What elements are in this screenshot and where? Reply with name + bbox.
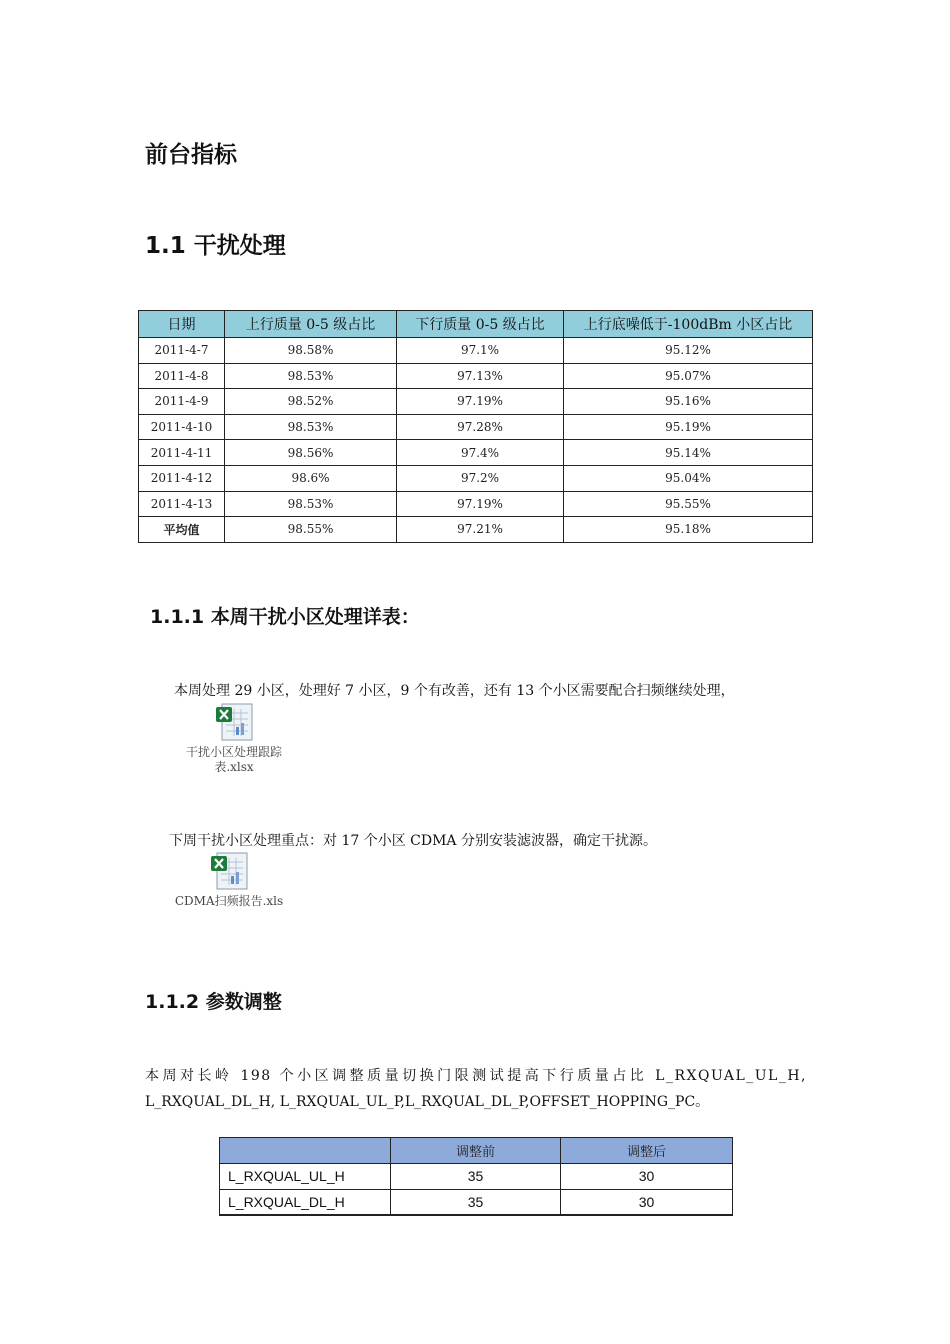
column-header-after: 调整后 <box>561 1138 733 1164</box>
table-header-row <box>220 1138 733 1164</box>
cell-value: 98.52% <box>225 389 397 415</box>
cell-value: 95.55% <box>564 491 813 517</box>
cell-value: 98.53% <box>225 414 397 440</box>
attachment-filename-line1: 干扰小区处理跟踪 <box>185 745 282 759</box>
cell-value: 95.04% <box>564 465 813 491</box>
cell-value: 35 <box>391 1164 561 1190</box>
cell-parameter-name: L_RXQUAL_UL_H <box>220 1164 391 1190</box>
subsection-heading-weekly-detail: 1.1.1 本周干扰小区处理详表： <box>150 606 420 628</box>
table-row <box>139 465 813 491</box>
parameter-adjustment-table <box>219 1137 733 1216</box>
attachment-filename-line2: 表.xlsx <box>214 760 254 774</box>
cell-value: 97.19% <box>397 389 564 415</box>
parameter-description-line1: 本周对长岭 198 个小区调整质量切换门限测试提高下行质量占比 L_RXQUAL_UL_H, <box>145 1068 807 1084</box>
next-week-focus-text: 下周干扰小区处理重点：对 17 个小区 CDMA 分别安装滤波器，确定干扰源。 <box>169 833 657 849</box>
cell-date: 2011-4-8 <box>139 363 225 389</box>
section-heading-interference: 1.1 干扰处理 <box>145 233 286 259</box>
excel-file-icon <box>209 852 249 890</box>
cell-date: 2011-4-12 <box>139 465 225 491</box>
cell-value: 95.12% <box>564 338 813 364</box>
table-header-row <box>139 311 813 338</box>
table-row <box>139 363 813 389</box>
cell-date: 2011-4-11 <box>139 440 225 466</box>
cell-value: 97.2% <box>397 465 564 491</box>
cell-value: 98.53% <box>225 363 397 389</box>
cell-date: 2011-4-13 <box>139 491 225 517</box>
cell-value: 35 <box>391 1189 561 1215</box>
column-header-date: 日期 <box>139 311 225 338</box>
cell-value: 30 <box>561 1189 733 1215</box>
cell-value: 98.55% <box>225 517 397 543</box>
cell-value: 95.07% <box>564 363 813 389</box>
attachment-filename: CDMA扫频报告.xls <box>174 894 284 908</box>
cell-value: 97.28% <box>397 414 564 440</box>
table-row <box>139 389 813 415</box>
column-header-uplink-quality: 上行质量 0-5 级占比 <box>225 311 397 338</box>
cell-value: 98.6% <box>225 465 397 491</box>
page-title: 前台指标 <box>145 142 237 168</box>
subsection-heading-parameter-adjustment: 1.1.2 参数调整 <box>145 991 282 1013</box>
weekly-summary-text: 本周处理 29 小区，处理好 7 小区，9 个有改善，还有 13 个小区需要配合扫频继续处理， <box>174 683 735 699</box>
attachment-cdma-scan-xls[interactable] <box>165 852 293 909</box>
cell-date: 2011-4-9 <box>139 389 225 415</box>
table-row <box>139 440 813 466</box>
attachment-tracking-xlsx[interactable] <box>175 703 293 775</box>
column-header-before: 调整前 <box>391 1138 561 1164</box>
cell-parameter-name: L_RXQUAL_DL_H <box>220 1189 391 1215</box>
table-row <box>139 491 813 517</box>
table-row <box>139 414 813 440</box>
cell-value: 97.19% <box>397 491 564 517</box>
cell-value: 98.58% <box>225 338 397 364</box>
cell-average-label: 平均值 <box>139 517 225 543</box>
column-header-noise-floor: 上行底噪低于-100dBm 小区占比 <box>564 311 813 338</box>
cell-value: 98.53% <box>225 491 397 517</box>
cell-value: 30 <box>561 1164 733 1190</box>
cell-value: 95.18% <box>564 517 813 543</box>
cell-value: 95.19% <box>564 414 813 440</box>
cell-date: 2011-4-10 <box>139 414 225 440</box>
cell-value: 97.13% <box>397 363 564 389</box>
quality-ratio-table <box>138 310 813 543</box>
cell-value: 95.16% <box>564 389 813 415</box>
column-header-downlink-quality: 下行质量 0-5 级占比 <box>397 311 564 338</box>
cell-value: 97.4% <box>397 440 564 466</box>
column-header-parameter <box>220 1138 391 1164</box>
table-row <box>139 338 813 364</box>
table-row <box>220 1164 733 1190</box>
excel-file-icon <box>214 703 254 741</box>
cell-value: 97.21% <box>397 517 564 543</box>
parameter-description-line2: L_RXQUAL_DL_H, L_RXQUAL_UL_P,L_RXQUAL_DL_P,OFFSET_HOPPING_PC。 <box>145 1094 710 1110</box>
cell-value: 97.1% <box>397 338 564 364</box>
cell-value: 95.14% <box>564 440 813 466</box>
cell-value: 98.56% <box>225 440 397 466</box>
table-row-average <box>139 517 813 543</box>
table-row <box>220 1189 733 1215</box>
cell-date: 2011-4-7 <box>139 338 225 364</box>
